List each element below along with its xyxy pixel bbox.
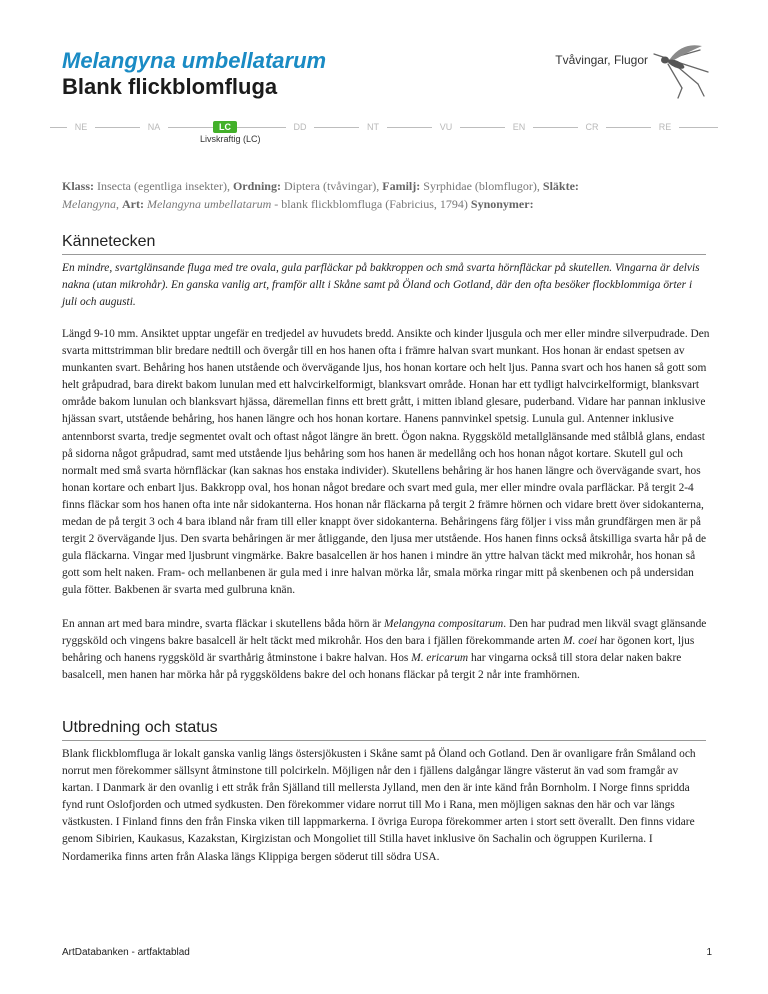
section-divider [62, 254, 706, 255]
page-number: 1 [706, 947, 712, 958]
redlist-category-lc: LC [213, 121, 237, 133]
redlist-category-dd: DD [286, 121, 314, 133]
familj-value: Syrphidae (blomflugor), [423, 179, 540, 193]
redlist-category-en: EN [505, 121, 533, 133]
redlist-scale [50, 119, 718, 149]
similar-species-coei: M. coei [563, 635, 598, 648]
redlist-category-re: RE [651, 121, 679, 133]
similar-text-4: har vingarna också till stora delar naken bakre basalcell, men hanen har mörka hår på ryggsköldens bakre del och honans fläckar på tergit 2 når inte framhörnen. [62, 652, 682, 682]
slakte-label: Släkte: [542, 179, 579, 193]
similar-text-3: har ögonen kort, ljus behåring och hanens ryggsköld är svarthårig åtminstone i bakre halvan. Hos [62, 635, 695, 665]
familj-label: Familj: [382, 179, 421, 193]
section-divider [62, 740, 706, 741]
redlist-category-vu: VU [432, 121, 460, 133]
slakte-value: Melangyna [62, 197, 116, 211]
similar-text-1: En annan art med bara mindre, svarta fläckar i skutellens båda hörn är [62, 618, 384, 630]
redlist-category-ne: NE [67, 121, 95, 133]
similar-species-paragraph [62, 616, 710, 684]
description-paragraph: Längd 9-10 mm. Ansiktet upptar ungefär en tredjedel av huvudets bredd. Ansikte och kinder ljusgula och mer eller mindre silverpudrade. Den svarta mittstrimman blir bredare nedtill och övergår till en hos hanen ofta i främre halvan svart munkant. Hos honan är endast spetsen av munkanten svart. Behåring hos hanen utstående och övervägande ljus, hos honan kortare och helt ljus. Panna svart och hos hanen så gott som helt gråpudrad, bara direkt bakom lunulan med ett halvcirkelformigt, blanksvart område. Honan har ett tydligt halvcirkelformigt, blanksvart område bakom lunulan och blanksvart hjässa, däremellan finns ett brett grått, i mitten ibland glesare, puderband. Vidare har pannan inklusive hjässan svart, utstående behåring, hos hanen längre och hos honan kortare. Hanens pannvinkel spetsig. Lunula gul. Antenner inklusive antennborst svarta, tredje segmentet ovalt och oftast något längre än brett. Ögon nakna. Ryggsköld metallglänsande med stålblå glans, endast på sidorna något gråpudrad, samt med utstående ljus behåring som hos hanen är medellång och hos honan något kortare. Skutell gul och normalt med små svarta hörnfläckar (kan saknas hos enstaka individer). Skutellens behåring är hos hanen längre och övervägande svart, hos honan kortare och enbart ljus. Bakkropp oval, hos honan något bredare och svart med gula, mer eller mindre ovala parfläckar. På tergit 2-4 finns fläckar som hos hanen ofta inte når sidokanterna. Hos honan når fläckarna på tergit 2 främre hörnen och vidare brett över sidokanterna, medan de på tergit 3 och 4 bara ibland når fram till eller knappt över sidokanterna. Behåringens färg följer i viss mån grundfärgen men är på tergit 2 övervägande ljus. Den svarta behåringen är mer åtliggande, den ljusa mer utstående. Hos hanen finns också åtskilliga svarta hår på de gula fläckarna. Vingar med ljusbrunt vingmärke. Bakre basalcellen är hos hanen i mindre än yttre halvan täckt med mikrohår, hos honan så gott som helt naken. Fram- och mellanbenen är gula med i inre halvan mörka lår, smala mörka ringar mitt på skenbenen och på undersidan gula fötter. Bakbenen är svarta med gulbruna knän. [62, 328, 710, 597]
art-label: Art: [121, 197, 144, 211]
common-name: Blank flickblomfluga [62, 74, 278, 99]
group-label: Tvåvingar, Flugor [555, 53, 648, 67]
redlist-category-na: NA [140, 121, 168, 133]
ordning-value: Diptera (tvåvingar), [283, 179, 380, 193]
footer-source: ArtDatabanken - artfaktablad [62, 947, 190, 958]
redlist-active-label: Livskraftig (LC) [200, 134, 261, 144]
fly-silhouette-icon [652, 44, 710, 100]
klass-value: Insecta (egentliga insekter), [97, 179, 230, 193]
art-authority: - blank flickblomfluga (Fabricius, 1794) [274, 197, 468, 211]
similar-text-2: . Den har pudrad men likväl svagt glänsande ryggsköld och vingens bakre basalcell är helt täckt med mikrohår. Hos den bara i fjällen förekommande arten [62, 618, 707, 648]
section-title-kannetecken: Kännetecken [62, 233, 156, 250]
scientific-name: Melangyna umbellatarum [62, 48, 327, 73]
art-value: Melangyna umbellatarum [146, 197, 272, 211]
taxonomy: Klass: Insecta (egentliga insekter), Ordning: Diptera (tvåvingar), Familj: Syrphidae (blomflugor), Släkte: Melangyna, Art: Melangyna umbellatarum - blank flickblomfluga (Fabricius, 1794) Synonymer: [62, 179, 579, 211]
redlist-category-nt: NT [359, 121, 387, 133]
redlist-category-cr: CR [578, 121, 606, 133]
similar-species-compositarum: Melangyna compositarum [383, 618, 504, 630]
klass-label: Klass: [62, 179, 95, 193]
ordning-label: Ordning: [232, 179, 281, 193]
similar-species-ericarum: M. ericarum [411, 652, 469, 665]
distribution-paragraph: Blank flickblomfluga är lokalt ganska vanlig längs östersjökusten i Skåne samt på Öland och Gotland. Den är ovanligare från Småland och norrut men förekommer sällsynt åtminstone till polcirkeln. Möjligen når den i fjällens dalgångar längre västerut än vad som framgår av kartan. I Danmark är den ovanlig i ett stråk från Själland till mellersta Jylland, men den är inte känd från Bornholm. I Norge finns spridda fynd runt Oslofjorden och utmed sydkusten. Den förekommer vidare norrut till Mo i Rana, men möjligen saknas den här och var längs västkusten. I Finland finns den från Finska viken till lappmarkerna. I övriga Europa förekommer arten i stort sett överallt. Den finns vidare genom Sibirien, Kaukasus, Kazakstan, Kirgizistan och Mongoliet till Stilla havet inklusive ön Sachalin och ögruppen Kurilerna. I Nordamerika finns arten från Alaska längs Klippiga bergen söderut till södra USA. [62, 748, 696, 863]
summary-paragraph: En mindre, svartglänsande fluga med tre ovala, gula parfläckar på bakkroppen och små svarta hörnfläckar på skutellen. Vingarna är delvis nakna (utan mikrohår). En ganska vanlig art, framför allt i Skåne samt på Öland och Gotland, där den ofta besöker flockblommiga örter i juli och augusti. [62, 262, 700, 309]
synonymer-label: Synonymer: [470, 197, 534, 211]
section-title-utbredning: Utbredning och status [62, 719, 218, 736]
